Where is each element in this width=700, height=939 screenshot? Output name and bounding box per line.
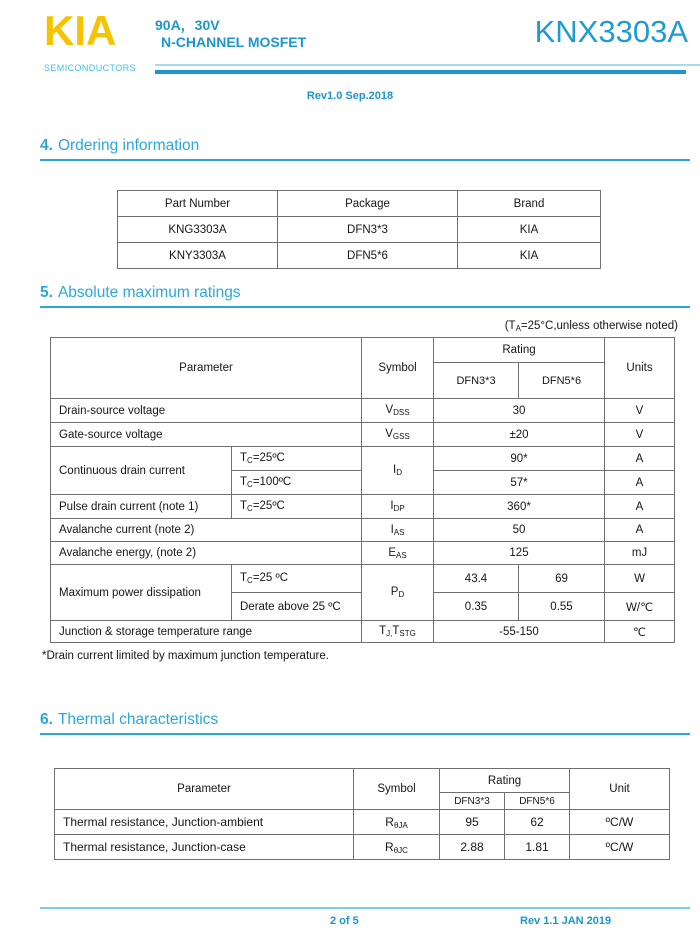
col-header-package: Package — [278, 191, 458, 217]
condition-base: T — [240, 476, 248, 488]
symbol-base: E — [388, 546, 396, 559]
symbol-subscript: AS — [396, 550, 407, 560]
table-row-id-25c — [51, 447, 675, 471]
cell-condition — [232, 593, 362, 621]
symbol-base: V — [385, 428, 393, 440]
cell-symbol — [354, 835, 440, 860]
cell-parameter: Pulse drain current (note 1) — [51, 495, 232, 519]
cell-rating-dfn33: 43.4 — [434, 565, 519, 593]
test-condition-note — [50, 320, 678, 333]
cell-package: DFN3*3 — [278, 217, 458, 243]
section-title: Absolute maximum ratings — [57, 284, 241, 301]
cell-symbol — [362, 399, 434, 423]
symbol-base: R — [385, 839, 394, 854]
ordering-table — [117, 190, 601, 269]
cell-symbol — [354, 810, 440, 835]
col-header-symbol: Symbol — [362, 338, 434, 399]
col-header-dfn33: DFN3*3 — [434, 363, 519, 399]
section-number: 5. — [40, 284, 53, 301]
cell-parameter: Avalanche energy, (note 2) — [51, 542, 362, 565]
table-row-idp — [51, 495, 675, 519]
absolute-maximum-ratings-table — [50, 337, 675, 643]
cell-unit: A — [605, 471, 675, 495]
header-device-type: N-CHANNEL MOSFET — [161, 34, 307, 50]
cell-symbol — [362, 565, 434, 621]
col-header-dfn33: DFN3*3 — [440, 793, 505, 810]
cell-condition — [232, 471, 362, 495]
symbol-subscript: DSS — [393, 408, 410, 417]
symbol-subscript: D — [398, 590, 405, 599]
cell-unit: V — [605, 399, 675, 423]
cell-rating: 57* — [434, 471, 605, 495]
kia-logo-subtext: SEMICONDUCTORS — [44, 63, 136, 73]
cell-condition — [232, 447, 362, 471]
cell-rating-dfn33: 2.88 — [440, 835, 505, 860]
condition-text: Derate above 25 ºC — [240, 600, 341, 613]
condition-subscript: C — [247, 480, 253, 489]
drain-current-footnote: *Drain current limited by maximum junction temperature. — [42, 650, 329, 662]
condition-text: =25 ºC — [252, 572, 289, 584]
table-row-eas — [51, 542, 675, 565]
symbol-base: P — [390, 586, 399, 598]
document-revision: Rev1.0 Sep.2018 — [306, 90, 394, 102]
cell-parameter: Maximum power dissipation — [51, 565, 232, 621]
header-rule-thin — [155, 64, 700, 66]
cell-rating-dfn33: 95 — [440, 810, 505, 835]
condition-base: T — [240, 572, 248, 584]
table-row — [118, 243, 601, 269]
symbol-subscript: J, — [386, 629, 393, 638]
symbol-subscript: GSS — [392, 432, 410, 441]
section-title: Ordering information — [57, 137, 200, 154]
section-number: 6. — [40, 711, 53, 728]
cell-rating-dfn56: 0.55 — [519, 593, 605, 621]
cell-parameter: Junction & storage temperature range — [51, 621, 362, 643]
condition-text: =25ºC — [252, 500, 285, 512]
symbol-subscript: D — [396, 468, 402, 477]
condition-subscript: C — [247, 456, 253, 465]
cell-unit: ºC/W — [570, 810, 670, 835]
cell-parameter: Drain-source voltage — [51, 399, 362, 423]
table-row-vdss — [51, 399, 675, 423]
col-header-rating: Rating — [440, 769, 570, 793]
cell-package: DFN5*6 — [278, 243, 458, 269]
cell-unit: A — [605, 447, 675, 471]
symbol-base: T — [392, 625, 400, 637]
symbol-base: I — [390, 523, 394, 536]
cell-unit: W/℃ — [605, 593, 675, 621]
cell-unit: W — [605, 565, 675, 593]
cell-brand: KIA — [458, 217, 601, 243]
cell-unit: V — [605, 423, 675, 447]
col-header-rating: Rating — [434, 338, 605, 363]
condition-base: T — [240, 500, 248, 512]
symbol-subscript: θJC — [393, 845, 408, 855]
cell-symbol — [362, 621, 434, 643]
section-heading-abs-max — [40, 284, 690, 308]
cell-rating: 125 — [434, 542, 605, 565]
cell-symbol — [362, 447, 434, 495]
cell-rating-dfn33: 0.35 — [434, 593, 519, 621]
symbol-base: I — [390, 500, 394, 512]
note-text: (T — [504, 320, 516, 332]
part-number-title: KNX3303A — [534, 14, 688, 49]
kia-logo: KIA — [44, 7, 117, 54]
cell-parameter: Thermal resistance, Junction-case — [55, 835, 354, 860]
cell-condition — [232, 495, 362, 519]
section-heading-ordering — [40, 137, 690, 161]
col-header-part-number: Part Number — [118, 191, 278, 217]
col-header-dfn56: DFN5*6 — [505, 793, 570, 810]
cell-unit: ºC/W — [570, 835, 670, 860]
symbol-subscript: θJA — [393, 820, 408, 830]
cell-parameter: Gate-source voltage — [51, 423, 362, 447]
cell-rating: 50 — [434, 519, 605, 542]
symbol-subscript: DP — [393, 504, 405, 513]
footer-revision: Rev 1.1 JAN 2019 — [520, 915, 612, 927]
col-header-symbol: Symbol — [354, 769, 440, 810]
cell-unit: mJ — [605, 542, 675, 565]
symbol-base: V — [385, 404, 394, 416]
page-number: 2 of 5 — [330, 915, 359, 927]
condition-base: T — [240, 452, 248, 464]
cell-parameter: Continuous drain current — [51, 447, 232, 495]
col-header-unit: Unit — [570, 769, 670, 810]
note-subscript: A — [515, 324, 521, 333]
symbol-base: I — [393, 464, 397, 476]
table-row-rthjc — [55, 835, 670, 860]
symbol-subscript: AS — [393, 527, 405, 537]
cell-unit: ℃ — [605, 621, 675, 643]
table-row-rthja — [55, 810, 670, 835]
cell-rating: ±20 — [434, 423, 605, 447]
cell-rating: -55-150 — [434, 621, 605, 643]
header-rating-line: 90A，30V — [155, 17, 220, 33]
table-row-ias — [51, 519, 675, 542]
cell-unit: A — [605, 519, 675, 542]
col-header-units: Units — [605, 338, 675, 399]
table-header-row — [51, 338, 675, 363]
table-row-tj — [51, 621, 675, 643]
cell-unit: A — [605, 495, 675, 519]
cell-rating: 30 — [434, 399, 605, 423]
cell-symbol — [362, 519, 434, 542]
condition-subscript: C — [247, 504, 253, 513]
thermal-characteristics-table — [54, 768, 670, 860]
condition-subscript: C — [247, 576, 253, 585]
footer-rule — [40, 907, 690, 909]
cell-brand: KIA — [458, 243, 601, 269]
cell-rating: 360* — [434, 495, 605, 519]
table-header-row — [55, 769, 670, 793]
col-header-parameter: Parameter — [55, 769, 354, 810]
col-header-parameter: Parameter — [51, 338, 362, 399]
table-row-pd-25c — [51, 565, 675, 593]
cell-rating-dfn56: 69 — [519, 565, 605, 593]
cell-condition — [232, 565, 362, 593]
header-rule-thick — [155, 70, 686, 74]
condition-text: =25ºC — [252, 452, 285, 464]
note-text: =25°C,unless otherwise noted) — [520, 320, 678, 332]
table-header-row — [118, 191, 601, 217]
cell-rating-dfn56: 1.81 — [505, 835, 570, 860]
condition-text: =100ºC — [252, 476, 292, 488]
table-row — [118, 217, 601, 243]
cell-rating: 90* — [434, 447, 605, 471]
col-header-dfn56: DFN5*6 — [519, 363, 605, 399]
table-row-vgss — [51, 423, 675, 447]
cell-parameter: Avalanche current (note 2) — [51, 519, 362, 542]
section-title: Thermal characteristics — [57, 711, 219, 728]
section-heading-thermal — [40, 711, 690, 735]
cell-part-number: KNY3303A — [118, 243, 278, 269]
cell-symbol — [362, 495, 434, 519]
symbol-base: T — [379, 625, 387, 637]
symbol-subscript: STG — [399, 629, 416, 638]
cell-symbol — [362, 542, 434, 565]
section-number: 4. — [40, 137, 53, 154]
cell-part-number: KNG3303A — [118, 217, 278, 243]
cell-symbol — [362, 423, 434, 447]
symbol-base: R — [385, 814, 394, 829]
col-header-brand: Brand — [458, 191, 601, 217]
cell-rating-dfn56: 62 — [505, 810, 570, 835]
cell-parameter: Thermal resistance, Junction-ambient — [55, 810, 354, 835]
